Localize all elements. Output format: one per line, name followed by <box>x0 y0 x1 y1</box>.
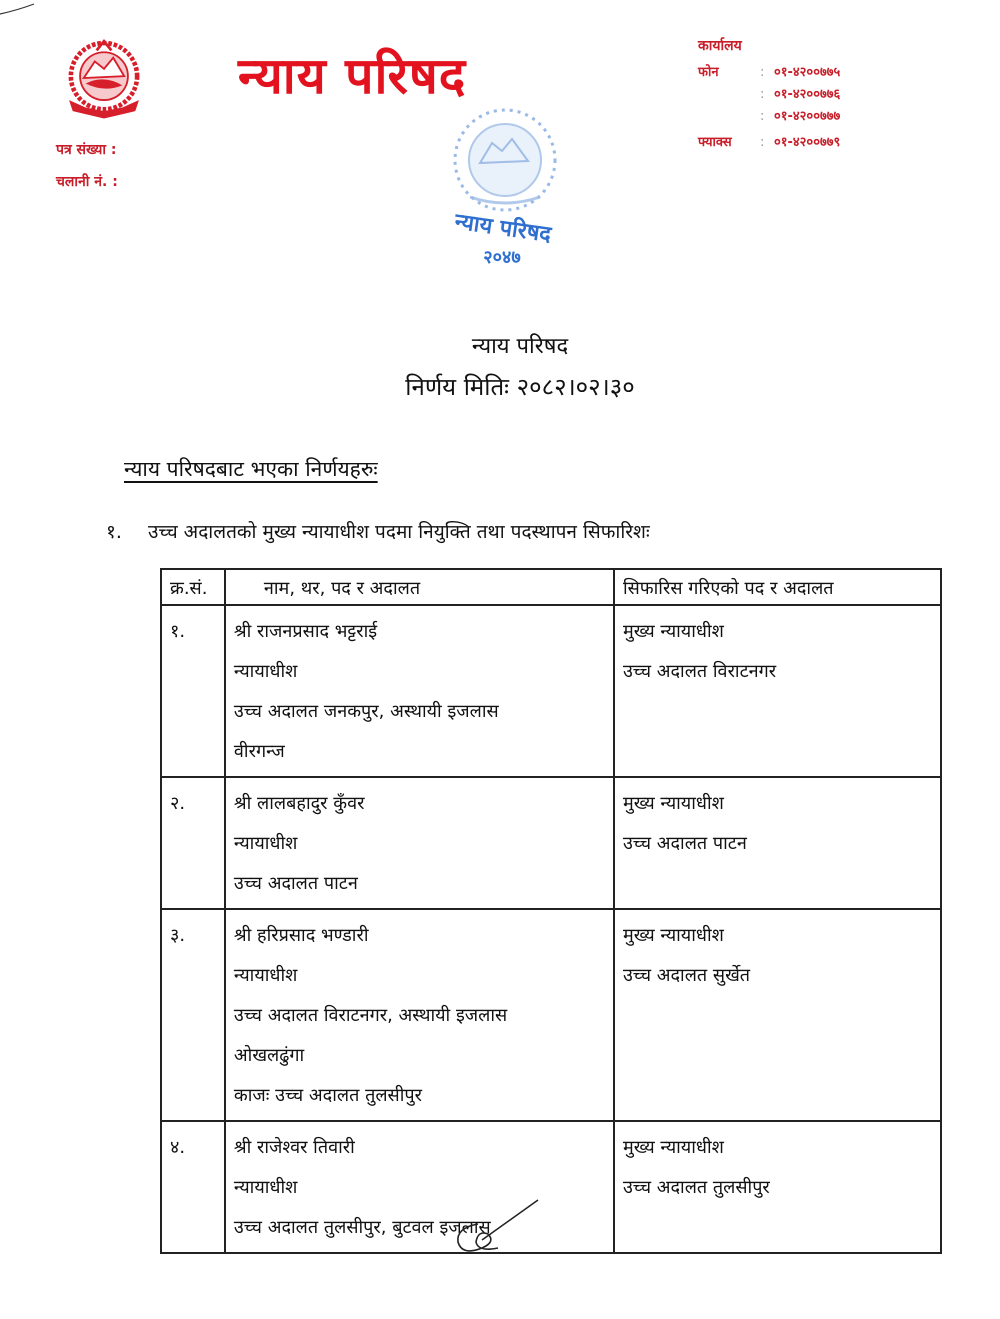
table-header-row <box>161 569 941 605</box>
seal-year: २०४७ <box>483 247 521 268</box>
recommended-post: मुख्य न्यायाधीश <box>622 793 724 814</box>
recommended-cell <box>614 909 941 1121</box>
current-court-location: ओखलढुंगा <box>233 1045 305 1066</box>
phone-number: ०१-४२००७७६ <box>774 87 841 102</box>
serial-number: ३. <box>161 909 225 1121</box>
fax-row: फ्याक्स : ०१-४२००७७९ <box>698 132 840 150</box>
pen-mark <box>0 0 40 20</box>
acting-assignment: काजः उच्च अदालत तुलसीपुर <box>233 1085 422 1106</box>
document-heading: न्याय परिषद <box>471 334 569 359</box>
recommended-court: उच्च अदालत विराटनगर <box>622 661 777 682</box>
phone-row: : ०१-४२००७७६ <box>760 87 841 102</box>
serial-number: २. <box>161 777 225 909</box>
recommendation-table <box>160 568 942 1254</box>
current-post: न्यायाधीश <box>233 965 298 986</box>
handwritten-signature <box>448 1198 548 1258</box>
current-court: उच्च अदालत विराटनगर, अस्थायी इजलास <box>233 1005 508 1026</box>
decision-item <box>106 518 650 544</box>
decision-date: निर्णय मितिः २०८२।०२।३० <box>405 373 635 401</box>
item-number: १. <box>106 521 122 543</box>
table-row <box>161 909 941 1121</box>
office-heading: कार्यालय <box>698 38 742 54</box>
section-title: न्याय परिषदबाट भएका निर्णयहरुः <box>124 457 378 481</box>
column-header-recommended: सिफारिस गरिएको पद र अदालत <box>614 569 941 605</box>
dispatch-number-label: चलानी नं. : <box>56 174 118 190</box>
column-header-name-details: नाम, थर, पद र अदालत <box>225 569 614 605</box>
current-court: उच्च अदालत पाटन <box>233 873 358 894</box>
current-court: उच्च अदालत तुलसीपुर, बुटवल इजलास <box>233 1217 491 1238</box>
judge-name: श्री राजनप्रसाद भट्टराई <box>233 621 378 642</box>
fax-label: फ्याक्स <box>698 135 732 150</box>
serial-number: ४. <box>161 1121 225 1253</box>
current-post: न्यायाधीश <box>233 833 298 854</box>
recommended-post: मुख्य न्यायाधीश <box>622 925 724 946</box>
phone-row: फोन : ०१-४२००७७५ <box>698 62 840 80</box>
recommended-cell <box>614 605 941 777</box>
nepal-emblem-icon <box>58 32 150 124</box>
serial-number: १. <box>161 605 225 777</box>
official-seal-stamp <box>440 105 570 270</box>
reference-number-label: पत्र संख्या : <box>56 142 117 158</box>
recommended-cell <box>614 777 941 909</box>
item-text: उच्च अदालतको मुख्य न्यायाधीश पदमा नियुक्ति तथा पदस्थापन सिफारिशः <box>148 521 650 543</box>
recommended-post: मुख्य न्यायाधीश <box>622 621 724 642</box>
recommended-post: मुख्य न्यायाधीश <box>622 1137 724 1158</box>
phone-row: : ०१-४२००७७७ <box>760 109 841 124</box>
fax-number: ०१-४२००७७९ <box>774 135 841 150</box>
current-court-location: वीरगन्ज <box>233 741 285 762</box>
seal-text: न्याय परिषद <box>453 209 553 248</box>
recommended-court: उच्च अदालत सुर्खेत <box>622 965 751 986</box>
name-details-cell <box>225 605 614 777</box>
judge-name: श्री हरिप्रसाद भण्डारी <box>233 925 369 946</box>
current-court: उच्च अदालत जनकपुर, अस्थायी इजलास <box>233 701 499 722</box>
name-details-cell <box>225 909 614 1121</box>
phone-label: फोन <box>698 65 719 80</box>
current-post: न्यायाधीश <box>233 661 298 682</box>
table-row <box>161 605 941 777</box>
judge-name: श्री राजेश्वर तिवारी <box>233 1137 355 1158</box>
recommended-cell <box>614 1121 941 1253</box>
name-details-cell <box>225 777 614 909</box>
phone-number: ०१-४२००७७७ <box>774 109 841 124</box>
judge-name: श्री लालबहादुर कुँवर <box>233 793 365 814</box>
table-row <box>161 1121 941 1253</box>
table-row <box>161 777 941 909</box>
name-details-cell <box>225 1121 614 1253</box>
current-post: न्यायाधीश <box>233 1177 298 1198</box>
phone-number: ०१-४२००७७५ <box>774 65 841 80</box>
letterhead-title: न्याय परिषद <box>238 47 467 105</box>
recommended-court: उच्च अदालत पाटन <box>622 833 747 854</box>
column-header-serial: क्र.सं. <box>161 569 225 605</box>
recommended-court: उच्च अदालत तुलसीपुर <box>622 1177 770 1198</box>
